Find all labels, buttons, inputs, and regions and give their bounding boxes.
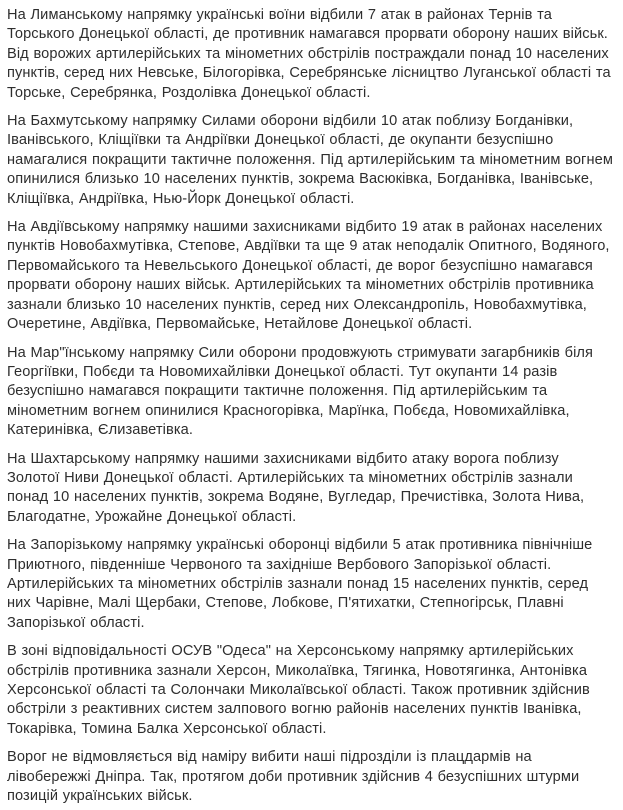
report-paragraph-mariinskyi: На Мар"їнському напрямку Сили оборони продовжують стримувати загарбників біля Георгіївки, Побєди та Новомихайлівки Донецької області. Тут окупанти 14 разів безуспішно намагався покращити тактичне положення. Під артилерійським та мінометним вогнем опинилися Красногорівка, Марїнка, Побєда, Новомихайлівка, Катеринівка, Єлизаветівка. xyxy=(7,344,594,439)
report-paragraph-bakhmutskyi: На Бахмутському напрямку Силами оборони відбили 10 атак поблизу Богданівки, Іванівського, Кліщіївки та Андріївки Донецької області, де окупанти безуспішно намагалися покращити тактичне положення. Під артилерійським та мінометним вогнем опинилися близько 10 населених пунктів, зокрема Васюківка, Богданівка, Іванівське, Кліщіївка, Андріївка, Нью-Йорк Донецької області. xyxy=(7,113,613,207)
report-paragraph-dnipro-left-bank: Ворог не відмовляється від наміру вибити наші підрозділи із плацдармів на лівобережжі Дніпра. Так, протягом доби противник здійснив 4 безуспішних штурми позицій українських військ. xyxy=(7,749,580,805)
report-paragraph-avdiivskyi: На Авдіївському напрямку нашими захисниками відбито 19 атак в районах населених пунктів Новобахмутівка, Степове, Авдіївки та ще 9 атак неподалік Опитного, Водяного, Первомайського та Невельського Донецької області, де ворог безуспішно намагався прорвати оборону наших військ. Артилерійських та мінометних обстрілів противника зазнали близько 10 населених пунктів, серед них Олександропіль, Новобахмутівка, Очеретине, Авдіївка, Первомайське, Нетайлове Донецької області. xyxy=(7,219,610,333)
report-paragraph-shakhtarskyi: На Шахтарському напрямку нашими захисниками відбито атаку ворога поблизу Золотої Ниви Донецької області. Артилерійських та мінометних обстрілів зазнали понад 10 населених пунктів, зокрема Водяне, Вугледар, Пречистівка, Золота Нива, Благодатне, Урожайне Донецької області. xyxy=(7,450,585,525)
report-paragraph-zaporizkyi: На Запорізькому напрямку українські оборонці відбили 5 атак противника північніше Приютного, південніше Червоного та західніше Вербового Запорізької області. Артилерійських та мінометних обстрілів зазнали понад 15 населених пунктів, серед них Чарівне, Малі Щербаки, Степове, Лобкове, П'ятихатки, Степногірськ, Плавні Запорізької області. xyxy=(7,537,593,631)
report-paragraph-khersonskyi: В зоні відповідальності ОСУВ "Одеса" на Херсонському напрямку артилерійських обстрілів противника зазнали Херсон, Миколаївка, Тягинка, Новотягинка, Антонівка Херсонської області та Солончаки Миколаївської області. Також противник здійснив обстріли з реактивних систем залпового вогню районів населених пунктів Іванівка, Токарівка, Томина Балка Херсонської області. xyxy=(7,643,590,737)
report-paragraph-lymanskyi: На Лиманському напрямку українські воїни відбили 7 атак в районах Тернів та Торського Донецької області, де противник намагався прорвати оборону наших військ. Від ворожих артилерійських та мінометних обстрілів постраждали понад 10 населених пунктів, серед них Невське, Білогорівка, Серебрянське лісництво Луганської області та Торське, Серебрянка, Роздолівка Донецької області. xyxy=(7,7,611,101)
